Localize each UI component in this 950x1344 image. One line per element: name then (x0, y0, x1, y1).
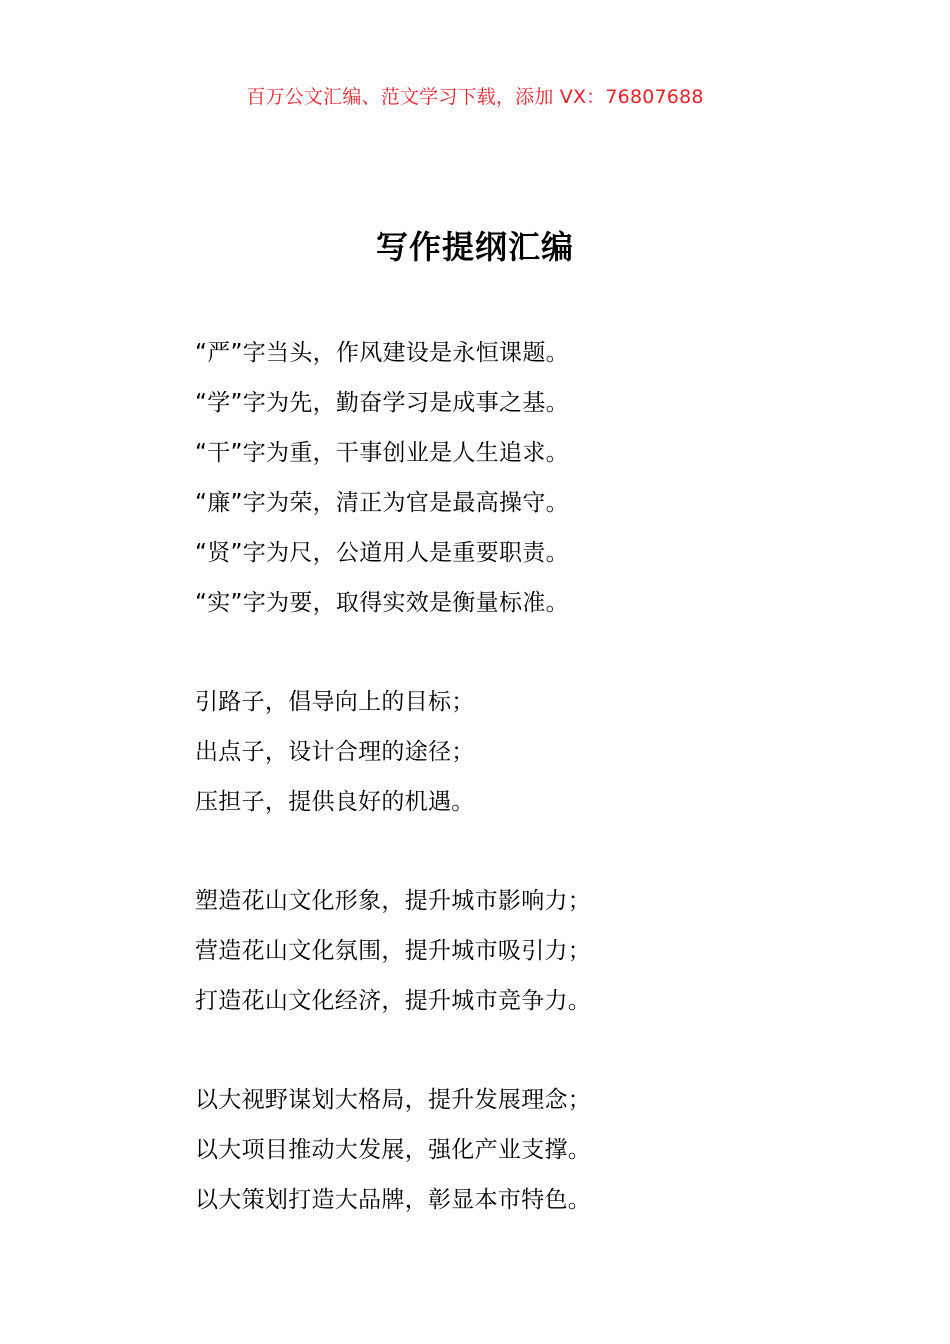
document-body (195, 328, 815, 1225)
paragraph-2 (195, 677, 815, 827)
paragraph-4 (195, 1075, 815, 1225)
text-line: 以大视野谋划大格局，提升发展理念； (195, 1087, 592, 1113)
paragraph-1 (195, 328, 815, 628)
text-line: “干”字为重，干事创业是人生追求。 (195, 440, 569, 466)
text-line: 营造花山文化氛围，提升城市吸引力； (195, 938, 592, 964)
text-line: 打造花山文化经济，提升城市竞争力。 (195, 988, 592, 1014)
text-line: “严”字当头，作风建设是永恒课题。 (195, 340, 569, 366)
text-line: 出点子，设计合理的途径； (195, 739, 475, 765)
text-line: “学”字为先，勤奋学习是成事之基。 (195, 390, 569, 416)
header-note: 百万公文汇编、范文学习下载，添加 VX：76807688 (246, 86, 704, 108)
text-line: “廉”字为荣，清正为官是最高操守。 (195, 490, 569, 516)
text-line: “实”字为要，取得实效是衡量标准。 (195, 590, 569, 616)
paragraph-3 (195, 876, 815, 1026)
document-title: 写作提纲汇编 (375, 228, 574, 266)
text-line: 压担子，提供良好的机遇。 (195, 789, 475, 815)
text-line: 以大策划打造大品牌，彰显本市特色。 (195, 1187, 592, 1213)
text-line: 塑造花山文化形象，提升城市影响力； (195, 888, 592, 914)
text-line: 引路子，倡导向上的目标； (195, 689, 475, 715)
text-line: “贤”字为尺，公道用人是重要职责。 (195, 540, 569, 566)
text-line: 以大项目推动大发展，强化产业支撑。 (195, 1137, 592, 1163)
